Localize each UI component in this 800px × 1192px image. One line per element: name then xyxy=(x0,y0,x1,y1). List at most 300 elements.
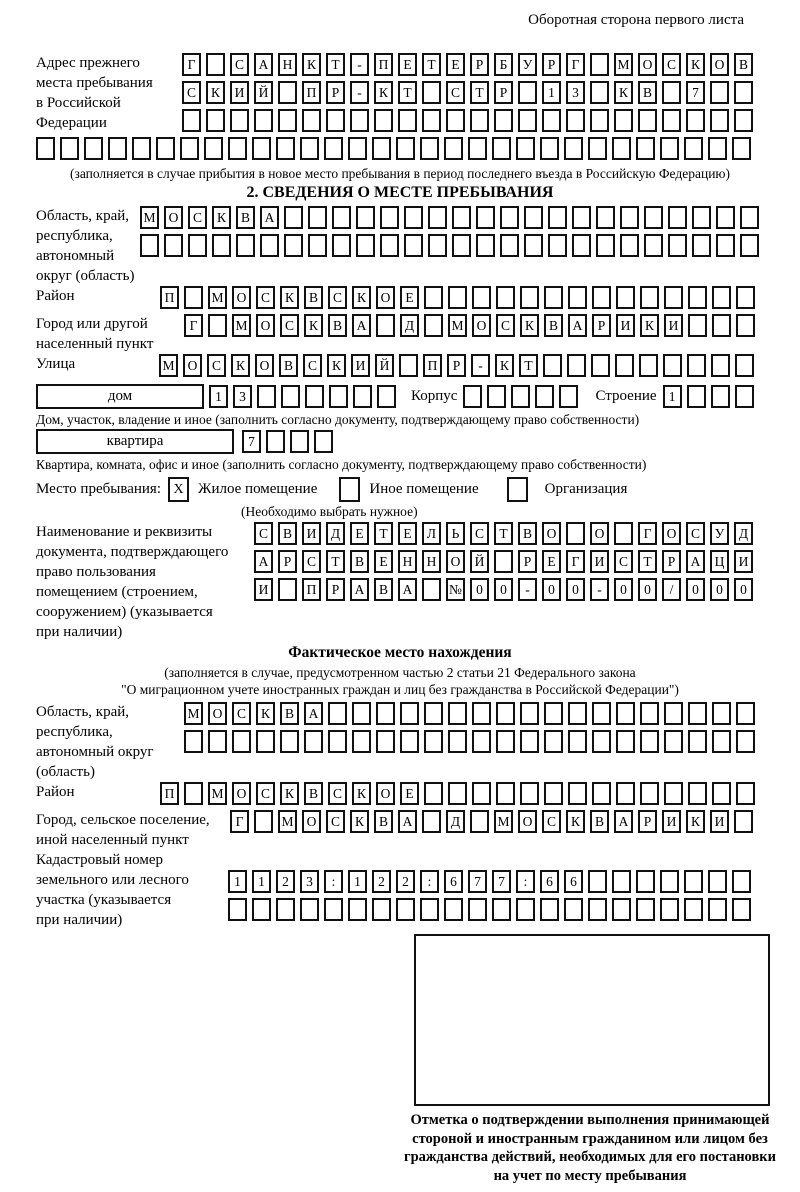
char-cell[interactable] xyxy=(566,109,585,132)
char-cell[interactable] xyxy=(710,109,729,132)
char-cell[interactable]: 2 xyxy=(372,870,391,893)
char-cell[interactable]: О xyxy=(446,550,465,573)
char-cell[interactable]: Й xyxy=(470,550,489,573)
char-cell[interactable] xyxy=(348,137,367,160)
char-cell[interactable]: 1 xyxy=(542,81,561,104)
char-cell[interactable]: О xyxy=(472,314,491,337)
char-cell[interactable] xyxy=(520,286,539,309)
char-cell[interactable] xyxy=(516,898,535,921)
char-cell[interactable]: А xyxy=(614,810,633,833)
char-cell[interactable]: Е xyxy=(446,53,465,76)
char-cell[interactable]: В xyxy=(236,206,255,229)
char-cell[interactable]: И xyxy=(230,81,249,104)
char-cell[interactable] xyxy=(398,109,417,132)
char-cell[interactable]: В xyxy=(278,522,297,545)
char-cell[interactable] xyxy=(206,53,225,76)
char-cell[interactable]: П xyxy=(374,53,393,76)
char-cell[interactable] xyxy=(636,137,655,160)
char-cell[interactable]: О xyxy=(232,782,251,805)
char-cell[interactable] xyxy=(616,702,635,725)
char-cell[interactable]: К xyxy=(327,354,346,377)
char-cell[interactable]: А xyxy=(398,810,417,833)
char-cell[interactable] xyxy=(276,898,295,921)
char-cell[interactable]: К xyxy=(520,314,539,337)
char-cell[interactable] xyxy=(544,730,563,753)
char-cell[interactable] xyxy=(324,898,343,921)
char-cell[interactable] xyxy=(236,234,255,257)
char-cell[interactable]: Т xyxy=(470,81,489,104)
char-cell[interactable] xyxy=(164,234,183,257)
char-cell[interactable] xyxy=(308,206,327,229)
char-cell[interactable]: Л xyxy=(422,522,441,545)
char-cell[interactable]: О xyxy=(164,206,183,229)
char-cell[interactable]: О xyxy=(590,522,609,545)
char-cell[interactable]: К xyxy=(231,354,250,377)
char-cell[interactable] xyxy=(372,137,391,160)
char-cell[interactable]: О xyxy=(542,522,561,545)
char-cell[interactable]: В xyxy=(279,354,298,377)
char-cell[interactable]: Е xyxy=(374,550,393,573)
char-cell[interactable]: К xyxy=(495,354,514,377)
char-cell[interactable] xyxy=(494,109,513,132)
char-cell[interactable] xyxy=(688,730,707,753)
char-cell[interactable] xyxy=(716,206,735,229)
char-cell[interactable]: А xyxy=(260,206,279,229)
char-cell[interactable] xyxy=(496,782,515,805)
char-cell[interactable] xyxy=(290,430,309,453)
char-cell[interactable]: Г xyxy=(182,53,201,76)
char-cell[interactable] xyxy=(687,385,706,408)
char-cell[interactable]: 0 xyxy=(734,578,753,601)
char-cell[interactable]: О xyxy=(183,354,202,377)
char-cell[interactable] xyxy=(708,870,727,893)
char-cell[interactable] xyxy=(636,898,655,921)
char-cell[interactable] xyxy=(472,730,491,753)
char-cell[interactable]: В xyxy=(328,314,347,337)
char-cell[interactable]: О xyxy=(208,702,227,725)
char-cell[interactable]: К xyxy=(280,286,299,309)
char-cell[interactable] xyxy=(254,810,273,833)
char-cell[interactable]: 0 xyxy=(542,578,561,601)
char-cell[interactable]: К xyxy=(640,314,659,337)
char-cell[interactable]: И xyxy=(302,522,321,545)
char-cell[interactable] xyxy=(452,234,471,257)
char-cell[interactable]: М xyxy=(208,286,227,309)
char-cell[interactable]: В xyxy=(304,782,323,805)
char-cell[interactable]: 0 xyxy=(638,578,657,601)
char-cell[interactable]: Е xyxy=(400,782,419,805)
char-cell[interactable] xyxy=(352,730,371,753)
char-cell[interactable]: В xyxy=(544,314,563,337)
char-cell[interactable] xyxy=(332,206,351,229)
char-cell[interactable]: 7 xyxy=(686,81,705,104)
char-cell[interactable]: 0 xyxy=(566,578,585,601)
char-cell[interactable] xyxy=(540,137,559,160)
char-cell[interactable] xyxy=(735,354,754,377)
char-cell[interactable] xyxy=(590,53,609,76)
char-cell[interactable]: Н xyxy=(278,53,297,76)
stamp-box[interactable] xyxy=(414,934,770,1106)
char-cell[interactable]: М xyxy=(140,206,159,229)
char-cell[interactable] xyxy=(452,206,471,229)
char-cell[interactable]: / xyxy=(662,578,681,601)
char-cell[interactable] xyxy=(396,137,415,160)
char-cell[interactable] xyxy=(280,730,299,753)
char-cell[interactable] xyxy=(520,702,539,725)
char-cell[interactable]: Н xyxy=(422,550,441,573)
char-cell[interactable] xyxy=(422,81,441,104)
char-cell[interactable] xyxy=(662,81,681,104)
char-cell[interactable]: О xyxy=(662,522,681,545)
char-cell[interactable] xyxy=(711,385,730,408)
char-cell[interactable]: 6 xyxy=(540,870,559,893)
char-cell[interactable]: Р xyxy=(326,81,345,104)
char-cell[interactable] xyxy=(520,782,539,805)
char-cell[interactable]: О xyxy=(518,810,537,833)
char-cell[interactable] xyxy=(260,234,279,257)
char-cell[interactable] xyxy=(736,730,755,753)
char-cell[interactable] xyxy=(688,702,707,725)
char-cell[interactable] xyxy=(284,206,303,229)
char-cell[interactable] xyxy=(446,109,465,132)
char-cell[interactable]: : xyxy=(420,870,439,893)
char-cell[interactable] xyxy=(736,314,755,337)
char-cell[interactable] xyxy=(228,137,247,160)
char-cell[interactable]: 2 xyxy=(276,870,295,893)
char-cell[interactable] xyxy=(640,730,659,753)
char-cell[interactable] xyxy=(404,206,423,229)
char-cell[interactable] xyxy=(684,870,703,893)
char-cell[interactable] xyxy=(716,234,735,257)
char-cell[interactable]: С xyxy=(256,782,275,805)
char-cell[interactable]: 6 xyxy=(444,870,463,893)
char-cell[interactable] xyxy=(644,206,663,229)
char-cell[interactable] xyxy=(568,782,587,805)
char-cell[interactable] xyxy=(376,314,395,337)
char-cell[interactable]: 1 xyxy=(209,385,228,408)
char-cell[interactable] xyxy=(132,137,151,160)
char-cell[interactable]: 1 xyxy=(228,870,247,893)
char-cell[interactable]: О xyxy=(376,782,395,805)
char-cell[interactable]: В xyxy=(304,286,323,309)
char-cell[interactable] xyxy=(328,702,347,725)
char-cell[interactable]: П xyxy=(302,81,321,104)
char-cell[interactable]: К xyxy=(614,81,633,104)
char-cell[interactable] xyxy=(276,137,295,160)
char-cell[interactable] xyxy=(304,730,323,753)
char-cell[interactable] xyxy=(644,234,663,257)
char-cell[interactable] xyxy=(687,354,706,377)
char-cell[interactable] xyxy=(734,810,753,833)
char-cell[interactable] xyxy=(668,206,687,229)
char-cell[interactable] xyxy=(684,898,703,921)
char-cell[interactable] xyxy=(308,234,327,257)
char-cell[interactable]: И xyxy=(616,314,635,337)
char-cell[interactable] xyxy=(591,354,610,377)
char-cell[interactable]: Й xyxy=(254,81,273,104)
char-cell[interactable] xyxy=(188,234,207,257)
char-cell[interactable] xyxy=(487,385,506,408)
char-cell[interactable] xyxy=(278,109,297,132)
char-cell[interactable]: Р xyxy=(542,53,561,76)
char-cell[interactable]: В xyxy=(734,53,753,76)
char-cell[interactable] xyxy=(620,206,639,229)
char-cell[interactable]: Р xyxy=(278,550,297,573)
char-cell[interactable]: М xyxy=(159,354,178,377)
char-cell[interactable]: К xyxy=(686,810,705,833)
char-cell[interactable] xyxy=(524,234,543,257)
char-cell[interactable]: И xyxy=(664,314,683,337)
char-cell[interactable] xyxy=(208,730,227,753)
char-cell[interactable] xyxy=(615,354,634,377)
char-cell[interactable]: Р xyxy=(447,354,466,377)
char-cell[interactable] xyxy=(564,137,583,160)
char-cell[interactable]: Й xyxy=(375,354,394,377)
char-cell[interactable]: Д xyxy=(734,522,753,545)
char-cell[interactable]: 7 xyxy=(242,430,261,453)
char-cell[interactable] xyxy=(640,702,659,725)
char-cell[interactable]: - xyxy=(350,81,369,104)
char-cell[interactable]: К xyxy=(352,782,371,805)
char-cell[interactable] xyxy=(400,730,419,753)
char-cell[interactable] xyxy=(472,286,491,309)
char-cell[interactable] xyxy=(300,137,319,160)
char-cell[interactable] xyxy=(328,730,347,753)
char-cell[interactable]: С xyxy=(230,53,249,76)
char-cell[interactable] xyxy=(712,314,731,337)
char-cell[interactable] xyxy=(424,782,443,805)
char-cell[interactable]: - xyxy=(350,53,369,76)
char-cell[interactable] xyxy=(544,286,563,309)
char-cell[interactable]: С xyxy=(232,702,251,725)
char-cell[interactable] xyxy=(684,137,703,160)
char-cell[interactable]: В xyxy=(350,550,369,573)
char-cell[interactable]: М xyxy=(494,810,513,833)
char-cell[interactable]: М xyxy=(184,702,203,725)
char-cell[interactable]: К xyxy=(374,81,393,104)
char-cell[interactable]: Д xyxy=(446,810,465,833)
char-cell[interactable]: 3 xyxy=(566,81,585,104)
char-cell[interactable]: Т xyxy=(398,81,417,104)
char-cell[interactable] xyxy=(60,137,79,160)
char-cell[interactable] xyxy=(736,702,755,725)
char-cell[interactable]: О xyxy=(232,286,251,309)
char-cell[interactable] xyxy=(400,702,419,725)
char-cell[interactable] xyxy=(572,206,591,229)
char-cell[interactable] xyxy=(660,137,679,160)
char-cell[interactable]: И xyxy=(734,550,753,573)
char-cell[interactable]: А xyxy=(350,578,369,601)
char-cell[interactable]: П xyxy=(160,782,179,805)
stay-checkbox-zhiloe[interactable]: X xyxy=(168,477,189,502)
char-cell[interactable]: С xyxy=(470,522,489,545)
char-cell[interactable]: И xyxy=(710,810,729,833)
char-cell[interactable]: 7 xyxy=(492,870,511,893)
char-cell[interactable] xyxy=(688,314,707,337)
char-cell[interactable]: Г xyxy=(184,314,203,337)
char-cell[interactable] xyxy=(228,898,247,921)
char-cell[interactable]: А xyxy=(352,314,371,337)
char-cell[interactable] xyxy=(420,137,439,160)
char-cell[interactable]: М xyxy=(448,314,467,337)
char-cell[interactable]: О xyxy=(302,810,321,833)
char-cell[interactable] xyxy=(428,206,447,229)
char-cell[interactable] xyxy=(712,286,731,309)
char-cell[interactable] xyxy=(614,109,633,132)
char-cell[interactable]: С xyxy=(662,53,681,76)
char-cell[interactable]: К xyxy=(686,53,705,76)
char-cell[interactable]: Е xyxy=(398,53,417,76)
char-cell[interactable] xyxy=(636,870,655,893)
char-cell[interactable] xyxy=(640,782,659,805)
char-cell[interactable] xyxy=(663,354,682,377)
char-cell[interactable] xyxy=(302,109,321,132)
char-cell[interactable] xyxy=(711,354,730,377)
char-cell[interactable] xyxy=(612,137,631,160)
char-cell[interactable] xyxy=(305,385,324,408)
char-cell[interactable]: С xyxy=(328,782,347,805)
char-cell[interactable] xyxy=(463,385,482,408)
char-cell[interactable] xyxy=(592,702,611,725)
char-cell[interactable] xyxy=(284,234,303,257)
char-cell[interactable]: С xyxy=(188,206,207,229)
char-cell[interactable] xyxy=(352,702,371,725)
char-cell[interactable] xyxy=(208,314,227,337)
char-cell[interactable]: К xyxy=(206,81,225,104)
char-cell[interactable] xyxy=(356,206,375,229)
char-cell[interactable] xyxy=(548,234,567,257)
char-cell[interactable] xyxy=(496,286,515,309)
char-cell[interactable] xyxy=(524,206,543,229)
char-cell[interactable] xyxy=(266,430,285,453)
char-cell[interactable]: Г xyxy=(566,53,585,76)
char-cell[interactable] xyxy=(472,782,491,805)
char-cell[interactable]: М xyxy=(208,782,227,805)
char-cell[interactable] xyxy=(252,898,271,921)
char-cell[interactable] xyxy=(734,81,753,104)
char-cell[interactable] xyxy=(376,730,395,753)
char-cell[interactable] xyxy=(740,206,759,229)
char-cell[interactable]: О xyxy=(256,314,275,337)
char-cell[interactable] xyxy=(399,354,418,377)
char-cell[interactable]: - xyxy=(590,578,609,601)
char-cell[interactable]: 1 xyxy=(252,870,271,893)
char-cell[interactable]: С xyxy=(446,81,465,104)
char-cell[interactable]: А xyxy=(568,314,587,337)
char-cell[interactable] xyxy=(300,898,319,921)
char-cell[interactable]: Е xyxy=(398,522,417,545)
char-cell[interactable] xyxy=(688,286,707,309)
char-cell[interactable] xyxy=(640,286,659,309)
char-cell[interactable] xyxy=(688,782,707,805)
char-cell[interactable]: Т xyxy=(326,53,345,76)
char-cell[interactable] xyxy=(664,782,683,805)
char-cell[interactable]: К xyxy=(352,286,371,309)
char-cell[interactable]: И xyxy=(590,550,609,573)
char-cell[interactable] xyxy=(518,109,537,132)
char-cell[interactable]: - xyxy=(518,578,537,601)
char-cell[interactable]: Ц xyxy=(710,550,729,573)
char-cell[interactable] xyxy=(544,782,563,805)
char-cell[interactable] xyxy=(472,702,491,725)
char-cell[interactable]: В xyxy=(518,522,537,545)
char-cell[interactable] xyxy=(592,782,611,805)
char-cell[interactable]: Е xyxy=(542,550,561,573)
char-cell[interactable] xyxy=(476,206,495,229)
char-cell[interactable] xyxy=(184,782,203,805)
char-cell[interactable]: Р xyxy=(326,578,345,601)
char-cell[interactable] xyxy=(332,234,351,257)
char-cell[interactable]: С xyxy=(542,810,561,833)
char-cell[interactable] xyxy=(156,137,175,160)
char-cell[interactable]: М xyxy=(278,810,297,833)
char-cell[interactable] xyxy=(500,234,519,257)
char-cell[interactable]: 7 xyxy=(468,870,487,893)
char-cell[interactable] xyxy=(476,234,495,257)
char-cell[interactable]: К xyxy=(302,53,321,76)
char-cell[interactable] xyxy=(614,522,633,545)
char-cell[interactable] xyxy=(543,354,562,377)
char-cell[interactable] xyxy=(662,109,681,132)
char-cell[interactable] xyxy=(612,898,631,921)
char-cell[interactable]: Г xyxy=(638,522,657,545)
char-cell[interactable] xyxy=(566,522,585,545)
char-cell[interactable] xyxy=(734,109,753,132)
char-cell[interactable] xyxy=(592,730,611,753)
char-cell[interactable]: 6 xyxy=(564,870,583,893)
char-cell[interactable] xyxy=(448,286,467,309)
char-cell[interactable] xyxy=(424,314,443,337)
char-cell[interactable] xyxy=(596,234,615,257)
char-cell[interactable]: О xyxy=(710,53,729,76)
char-cell[interactable] xyxy=(740,234,759,257)
char-cell[interactable] xyxy=(732,137,751,160)
char-cell[interactable]: Т xyxy=(494,522,513,545)
char-cell[interactable]: Т xyxy=(422,53,441,76)
char-cell[interactable]: К xyxy=(350,810,369,833)
char-cell[interactable] xyxy=(444,137,463,160)
char-cell[interactable]: : xyxy=(516,870,535,893)
char-cell[interactable] xyxy=(376,702,395,725)
char-cell[interactable]: М xyxy=(614,53,633,76)
char-cell[interactable] xyxy=(256,730,275,753)
char-cell[interactable] xyxy=(712,730,731,753)
char-cell[interactable]: Е xyxy=(400,286,419,309)
char-cell[interactable] xyxy=(468,137,487,160)
char-cell[interactable]: 1 xyxy=(348,870,367,893)
char-cell[interactable] xyxy=(377,385,396,408)
char-cell[interactable]: Е xyxy=(350,522,369,545)
char-cell[interactable]: Б xyxy=(494,53,513,76)
char-cell[interactable] xyxy=(374,109,393,132)
char-cell[interactable] xyxy=(428,234,447,257)
char-cell[interactable]: У xyxy=(518,53,537,76)
char-cell[interactable] xyxy=(448,702,467,725)
char-cell[interactable] xyxy=(516,137,535,160)
char-cell[interactable]: А xyxy=(304,702,323,725)
stay-checkbox-org[interactable] xyxy=(507,477,528,502)
char-cell[interactable]: И xyxy=(351,354,370,377)
char-cell[interactable] xyxy=(540,898,559,921)
char-cell[interactable] xyxy=(470,109,489,132)
char-cell[interactable]: С xyxy=(254,522,273,545)
char-cell[interactable] xyxy=(314,430,333,453)
char-cell[interactable] xyxy=(140,234,159,257)
char-cell[interactable] xyxy=(564,898,583,921)
char-cell[interactable] xyxy=(568,702,587,725)
char-cell[interactable]: В xyxy=(590,810,609,833)
char-cell[interactable] xyxy=(620,234,639,257)
